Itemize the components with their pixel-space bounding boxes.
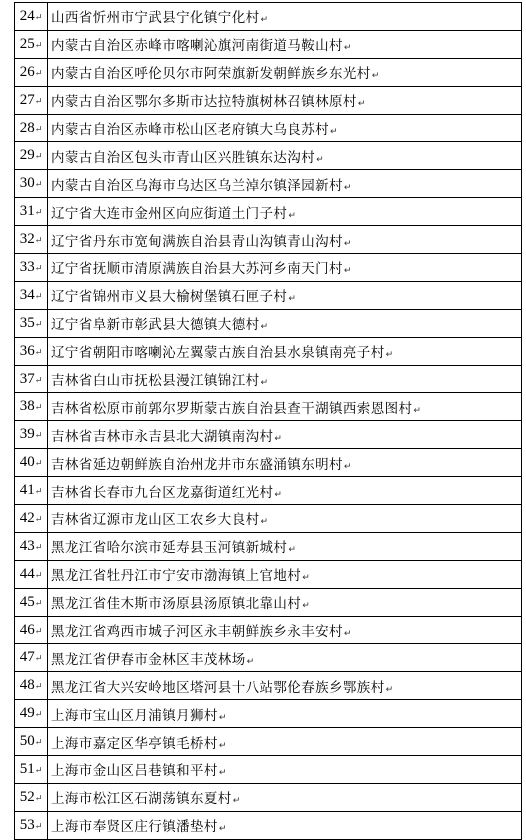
table-row (15, 3, 522, 31)
row-number-cell (15, 811, 48, 839)
row-number-cell (15, 3, 48, 31)
village-name: 黑龙江省哈尔滨市延寿县玉河镇新城村 (51, 540, 288, 557)
row-number-cell (15, 365, 48, 393)
row-number-cell (15, 616, 48, 644)
village-name-cell (48, 728, 522, 756)
table-row (15, 811, 522, 839)
village-name: 黑龙江省鸡西市城子河区永丰朝鲜族乡永丰安村 (51, 624, 343, 641)
village-name: 内蒙古自治区鄂尔多斯市达拉特旗树林召镇林原村 (51, 94, 357, 111)
paragraph-mark-icon: ↵ (288, 545, 297, 556)
paragraph-mark-icon: ↵ (343, 266, 352, 277)
village-name-cell (48, 449, 522, 477)
row-number-cell (15, 142, 48, 170)
row-number: 33 (19, 258, 35, 275)
row-number-cell (15, 588, 48, 616)
village-name: 辽宁省丹东市宽甸满族自治县青山沟镇青山沟村 (51, 233, 343, 250)
paragraph-mark-icon: ↵ (385, 350, 394, 361)
village-name: 辽宁省抚顺市清原满族自治县大苏河乡南天门村 (51, 261, 343, 278)
paragraph-mark-icon: ↵ (288, 210, 297, 221)
row-number-cell (15, 30, 48, 58)
paragraph-mark-icon: ↵ (34, 597, 43, 608)
row-number-cell (15, 449, 48, 477)
row-number: 25 (19, 35, 35, 52)
paragraph-mark-icon: ↵ (34, 402, 43, 413)
row-number-cell (15, 560, 48, 588)
row-number: 28 (19, 119, 35, 136)
village-name: 上海市奉贤区庄行镇潘垫村 (51, 819, 218, 836)
village-name: 山西省忻州市宁武县宁化镇宁化村 (51, 10, 260, 27)
row-number-cell (15, 198, 48, 226)
row-number-cell (15, 281, 48, 309)
paragraph-mark-icon: ↵ (343, 43, 352, 54)
paragraph-mark-icon: ↵ (371, 71, 380, 82)
paragraph-mark-icon: ↵ (34, 625, 43, 636)
row-number: 32 (19, 231, 35, 248)
row-number-cell (15, 337, 48, 365)
table-row (15, 281, 522, 309)
paragraph-mark-icon: ↵ (343, 182, 352, 193)
village-name-cell (48, 811, 522, 839)
village-name: 黑龙江省佳木斯市汤原县汤原镇北靠山村 (51, 596, 302, 613)
village-name: 吉林省白山市抚松县漫江镇锦江村 (51, 373, 260, 390)
paragraph-mark-icon: ↵ (34, 123, 43, 134)
paragraph-mark-icon: ↵ (34, 569, 43, 580)
row-number: 44 (19, 565, 35, 582)
row-number: 35 (19, 314, 35, 331)
row-number: 42 (19, 509, 35, 526)
paragraph-mark-icon: ↵ (357, 99, 366, 110)
table-row (15, 616, 522, 644)
paragraph-mark-icon: ↵ (34, 486, 43, 497)
paragraph-mark-icon: ↵ (34, 290, 43, 301)
village-name-cell (48, 560, 522, 588)
village-name: 内蒙古自治区呼伦贝尔市阿荣旗新发朝鲜族乡东光村 (51, 66, 371, 83)
table-row (15, 393, 522, 421)
village-name-cell (48, 3, 522, 31)
village-name-cell (48, 226, 522, 254)
table-row (15, 700, 522, 728)
row-number-cell (15, 86, 48, 114)
row-number: 53 (19, 816, 35, 833)
paragraph-mark-icon: ↵ (260, 322, 269, 333)
village-name-cell (48, 114, 522, 142)
village-name-cell (48, 616, 522, 644)
paragraph-mark-icon: ↵ (34, 458, 43, 469)
village-name: 黑龙江省大兴安岭地区塔河县十八站鄂伦春族乡鄂族村 (51, 679, 385, 696)
row-number-cell (15, 226, 48, 254)
row-number-cell (15, 254, 48, 282)
paragraph-mark-icon: ↵ (34, 792, 43, 803)
row-number: 24 (19, 7, 35, 24)
table-row (15, 254, 522, 282)
village-name-cell (48, 86, 522, 114)
row-number-cell (15, 532, 48, 560)
village-name-cell (48, 477, 522, 505)
paragraph-mark-icon: ↵ (288, 294, 297, 305)
paragraph-mark-icon: ↵ (34, 737, 43, 748)
village-name: 辽宁省锦州市义县大榆树堡镇石匣子村 (51, 289, 288, 306)
village-name-cell (48, 309, 522, 337)
village-name-cell (48, 30, 522, 58)
paragraph-mark-icon: ↵ (34, 430, 43, 441)
row-number: 52 (19, 788, 35, 805)
table-row (15, 114, 522, 142)
village-name-cell (48, 505, 522, 533)
paragraph-mark-icon: ↵ (246, 656, 255, 667)
paragraph-mark-icon: ↵ (260, 517, 269, 528)
paragraph-mark-icon: ↵ (34, 709, 43, 720)
row-number: 30 (19, 175, 35, 192)
row-number-cell (15, 114, 48, 142)
row-number: 46 (19, 621, 35, 638)
paragraph-mark-icon: ↵ (34, 262, 43, 273)
row-number-cell (15, 393, 48, 421)
paragraph-mark-icon: ↵ (34, 95, 43, 106)
paragraph-mark-icon: ↵ (413, 405, 422, 416)
paragraph-mark-icon: ↵ (34, 346, 43, 357)
table-row (15, 505, 522, 533)
row-number-cell (15, 700, 48, 728)
village-name: 吉林省吉林市永吉县北大湖镇南沟村 (51, 428, 274, 445)
paragraph-mark-icon: ↵ (34, 681, 43, 692)
table-row (15, 449, 522, 477)
row-number-cell (15, 58, 48, 86)
paragraph-mark-icon: ↵ (330, 127, 338, 137)
village-name: 辽宁省阜新市彰武县大德镇大德村 (51, 317, 260, 334)
paragraph-mark-icon: ↵ (34, 151, 43, 162)
paragraph-mark-icon: ↵ (34, 764, 43, 775)
village-name: 吉林省辽源市龙山区工农乡大良村 (51, 512, 260, 529)
row-number: 45 (19, 593, 35, 610)
paragraph-mark-icon: ↵ (316, 154, 325, 165)
row-number-cell (15, 672, 48, 700)
paragraph-mark-icon: ↵ (218, 768, 227, 779)
paragraph-mark-icon: ↵ (34, 820, 43, 831)
row-number: 43 (19, 537, 35, 554)
village-name-cell (48, 588, 522, 616)
village-name-cell (48, 198, 522, 226)
paragraph-mark-icon: ↵ (34, 653, 43, 664)
village-name: 黑龙江省伊春市金林区丰茂林场 (51, 651, 246, 668)
paragraph-mark-icon: ↵ (274, 489, 283, 500)
row-number-cell (15, 783, 48, 811)
village-name-cell (48, 672, 522, 700)
table-row (15, 58, 522, 86)
village-name: 上海市松江区石湖荡镇东夏村 (51, 791, 232, 808)
paragraph-mark-icon: ↵ (34, 179, 43, 190)
row-number-cell (15, 505, 48, 533)
village-name-cell (48, 281, 522, 309)
row-number-cell (15, 477, 48, 505)
village-name: 内蒙古自治区赤峰市松山区老府镇大乌良苏村 (51, 122, 329, 138)
paragraph-mark-icon: ↵ (34, 374, 43, 385)
row-number: 34 (19, 286, 35, 303)
village-name-cell (48, 532, 522, 560)
village-name-cell (48, 756, 522, 784)
row-number: 39 (19, 426, 35, 443)
paragraph-mark-icon: ↵ (218, 824, 227, 835)
village-name: 吉林省延边朝鲜族自治州龙井市东盛涌镇东明村 (51, 456, 343, 473)
row-number-cell (15, 421, 48, 449)
row-number: 31 (19, 203, 35, 220)
table-row (15, 756, 522, 784)
village-name-cell (48, 142, 522, 170)
row-number: 49 (19, 705, 35, 722)
paragraph-mark-icon: ↵ (34, 11, 43, 22)
paragraph-mark-icon: ↵ (343, 629, 352, 640)
table-row (15, 142, 522, 170)
paragraph-mark-icon: ↵ (260, 15, 269, 26)
table-row (15, 365, 522, 393)
village-name-cell (48, 170, 522, 198)
paragraph-mark-icon: ↵ (218, 740, 227, 751)
paragraph-mark-icon: ↵ (343, 461, 352, 472)
village-name: 上海市金山区吕巷镇和平村 (51, 763, 218, 780)
row-number-cell (15, 170, 48, 198)
table-row (15, 672, 522, 700)
village-name-cell (48, 644, 522, 672)
paragraph-mark-icon: ↵ (34, 67, 43, 78)
paragraph-mark-icon: ↵ (343, 238, 352, 249)
row-number-cell (15, 309, 48, 337)
paragraph-mark-icon: ↵ (260, 378, 269, 389)
village-name: 内蒙古自治区赤峰市喀喇沁旗河南街道马鞍山村 (51, 38, 343, 55)
village-name-cell (48, 421, 522, 449)
row-number: 48 (19, 677, 35, 694)
village-name: 辽宁省大连市金州区向应街道土门子村 (51, 205, 288, 222)
village-name: 辽宁省朝阳市喀喇沁左翼蒙古族自治县水泉镇南亮子村 (51, 345, 385, 362)
village-name: 内蒙古自治区包头市青山区兴胜镇东达沟村 (51, 149, 316, 166)
table-row (15, 783, 522, 811)
paragraph-mark-icon: ↵ (34, 39, 43, 50)
village-name: 吉林省长春市九台区龙嘉街道红光村 (51, 484, 274, 501)
paragraph-mark-icon: ↵ (34, 318, 43, 329)
village-name-cell (48, 58, 522, 86)
row-number: 47 (19, 649, 35, 666)
village-name: 黑龙江省牡丹江市宁安市渤海镇上官地村 (51, 568, 302, 585)
table-row (15, 421, 522, 449)
table-row (15, 86, 522, 114)
table-body (15, 3, 522, 840)
row-number: 27 (19, 91, 35, 108)
table-row (15, 560, 522, 588)
row-number: 38 (19, 398, 35, 415)
row-number: 50 (19, 733, 35, 750)
row-number: 36 (19, 342, 35, 359)
village-name-cell (48, 393, 522, 421)
paragraph-mark-icon: ↵ (302, 601, 311, 612)
table-row (15, 30, 522, 58)
village-name-cell (48, 254, 522, 282)
table-row (15, 337, 522, 365)
table-row (15, 588, 522, 616)
row-number: 41 (19, 482, 35, 499)
table-row (15, 644, 522, 672)
table-row (15, 532, 522, 560)
row-number-cell (15, 756, 48, 784)
row-number-cell (15, 728, 48, 756)
paragraph-mark-icon: ↵ (34, 235, 43, 246)
row-number-cell (15, 644, 48, 672)
village-name-cell (48, 700, 522, 728)
paragraph-mark-icon: ↵ (34, 513, 43, 524)
paragraph-mark-icon: ↵ (274, 433, 283, 444)
table-row (15, 170, 522, 198)
paragraph-mark-icon: ↵ (385, 684, 394, 695)
row-number: 26 (19, 63, 35, 80)
village-list-table (14, 2, 522, 840)
table-row (15, 226, 522, 254)
table-row (15, 309, 522, 337)
village-name: 吉林省松原市前郭尔罗斯蒙古族自治县查干湖镇西索恩图村 (51, 400, 413, 417)
village-name: 上海市嘉定区华亭镇毛桥村 (51, 735, 218, 752)
paragraph-mark-icon: ↵ (218, 712, 227, 723)
row-number: 29 (19, 147, 35, 164)
table-row (15, 198, 522, 226)
row-number: 37 (19, 370, 35, 387)
table-row (15, 728, 522, 756)
village-name-cell (48, 365, 522, 393)
village-name-cell (48, 783, 522, 811)
paragraph-mark-icon: ↵ (34, 541, 43, 552)
paragraph-mark-icon: ↵ (34, 207, 43, 218)
village-name: 内蒙古自治区乌海市乌达区乌兰淖尔镇泽园新村 (51, 177, 343, 194)
row-number: 51 (19, 760, 35, 777)
row-number: 40 (19, 454, 35, 471)
village-name-cell (48, 337, 522, 365)
table-row (15, 477, 522, 505)
village-name: 上海市宝山区月浦镇月狮村 (51, 707, 218, 724)
paragraph-mark-icon: ↵ (232, 796, 241, 807)
paragraph-mark-icon: ↵ (302, 573, 311, 584)
